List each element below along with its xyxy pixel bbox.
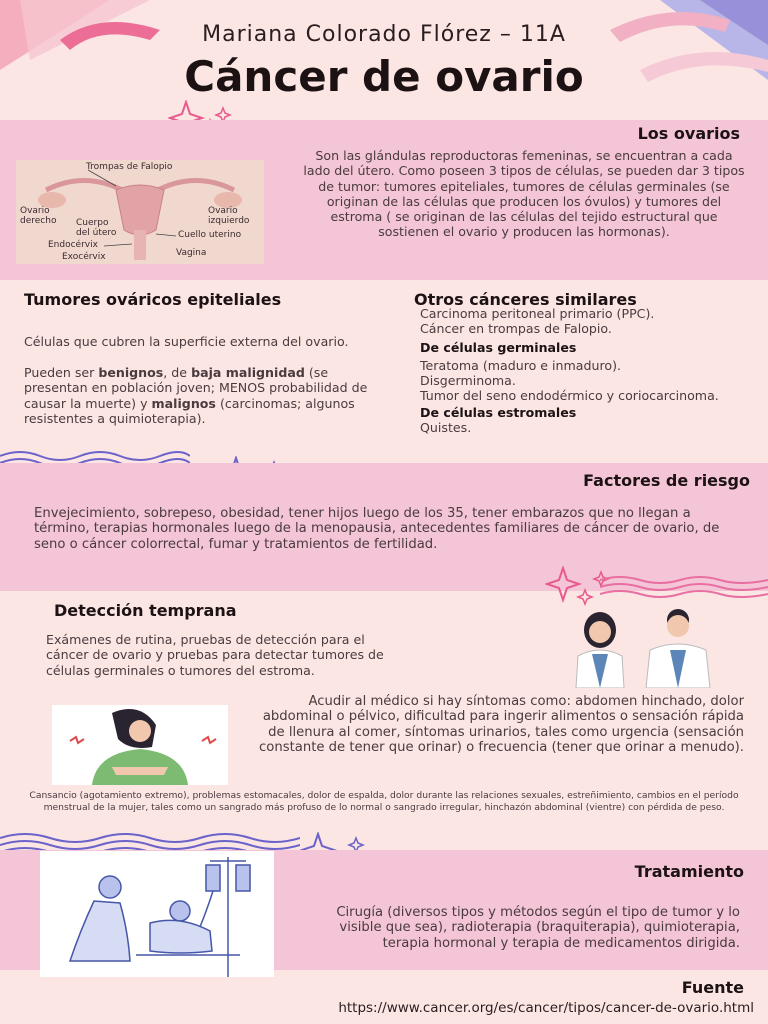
epiteliales-p2: Pueden ser benignos, de baja malignidad (se presentan en población joven; MENOS probabilidad de causar la muerte) y malignos (carcinomas; algunos resistentes a quimioterapia). <box>24 365 368 426</box>
page-title: Cáncer de ovario <box>184 52 584 101</box>
otros-sub-germinales: De células germinales <box>420 339 577 355</box>
diagram-label: Exocérvix <box>62 252 106 262</box>
otros-list <box>420 306 760 435</box>
diagram-label: Vagina <box>176 248 207 258</box>
deteccion-p3: Cansancio (agotamiento extremo), problemas estomacales, dolor de espalda, dolor durante las relaciones sexuales, estreñimiento, cambios en el período menstrual de la mujer, tales como un sangrado más profuso de lo normal o sangrado irregular, hinchazón abdominal (vientre) con pérdida de peso. <box>29 790 739 814</box>
list-item: Tumor del seno endodérmico y coriocarcinoma. <box>420 388 719 404</box>
epiteliales-p1: Células que cubren la superficie externa del ovario. <box>24 334 349 349</box>
riesgo-body: Envejecimiento, sobrepeso, obesidad, tener hijos luego de los 35, tener embarazos que no llegan a término, terapias hormonales luego de la menopausia, antecedentes familiares de cáncer de ovario, de seno o cáncer colorrectal, fumar y tratamientos de fertilidad. <box>34 506 720 552</box>
diagram-label: Trompas de Falopio <box>86 162 173 172</box>
list-item: Disgerminoma. <box>420 373 516 389</box>
diagram-label: Ovario derecho <box>20 206 57 226</box>
wave-decoration <box>600 574 768 602</box>
epiteliales-heading: Tumores ováricos epiteliales <box>24 290 282 309</box>
otros-sub-estromales: De células estromales <box>420 404 577 420</box>
tratamiento-heading: Tratamiento <box>634 862 744 881</box>
woman-pain-illustration <box>52 705 228 785</box>
diagram-label: Cuello uterino <box>178 230 242 240</box>
ovary-diagram <box>16 160 264 264</box>
deteccion-heading: Detección temprana <box>54 601 237 620</box>
deteccion-p1: Exámenes de rutina, pruebas de detección para el cáncer de ovario y pruebas para detectar tumores de células germinales o tumores del estroma. <box>46 632 384 678</box>
author-line: Mariana Colorado Flórez – 11A <box>202 22 566 47</box>
fuente-heading: Fuente <box>681 978 744 997</box>
deteccion-p2: Acudir al médico si hay síntomas como: abdomen hinchado, dolor abdominal o pélvico, dificultad para ingerir alimentos o sensación rápida de llenura al comer, síntomas urinarios, tales como urgencia (sensación constante de tener que orinar) o frecuencia (tener que orinar a menudo). <box>259 694 744 755</box>
fuente-url[interactable]: https://www.cancer.org/es/cancer/tipos/cancer-de-ovario.html <box>338 1000 754 1016</box>
doctors-illustration <box>560 606 740 688</box>
diagram-label: Ovario izquierdo <box>208 206 250 226</box>
ovarios-body: Son las glándulas reproductoras femeninas, se encuentran a cada lado del útero. Como poseen 3 tipos de células, se pueden dar 3 tipos de tumor: tumores epiteliales, tumores de células germinales (se originan de las células que producen los óvulos) y tumores del estroma ( se originan de las células del tejido estructural que sostienen el ovario y producen las hormonas). <box>303 148 745 240</box>
diagram-label: Cuerpo del útero <box>76 218 117 238</box>
hospital-illustration <box>40 851 274 977</box>
ovarios-heading: Los ovarios <box>637 124 740 143</box>
tratamiento-body: Cirugía (diversos tipos y métodos según el tipo de tumor y lo visible que sea), radioterapia (braquiterapia), quimioterapia, terapia hormonal y terapia de medicamentos dirigida. <box>336 905 740 951</box>
otros-heading: Otros cánceres similares <box>414 290 637 309</box>
list-item: Carcinoma peritoneal primario (PPC). <box>420 306 655 321</box>
list-item: Cáncer en trompas de Falopio. <box>420 321 612 337</box>
list-item: Teratoma (maduro e inmaduro). <box>420 357 622 373</box>
diagram-label: Endocérvix <box>48 240 98 250</box>
riesgo-heading: Factores de riesgo <box>583 471 750 490</box>
list-item: Quistes. <box>420 420 472 436</box>
